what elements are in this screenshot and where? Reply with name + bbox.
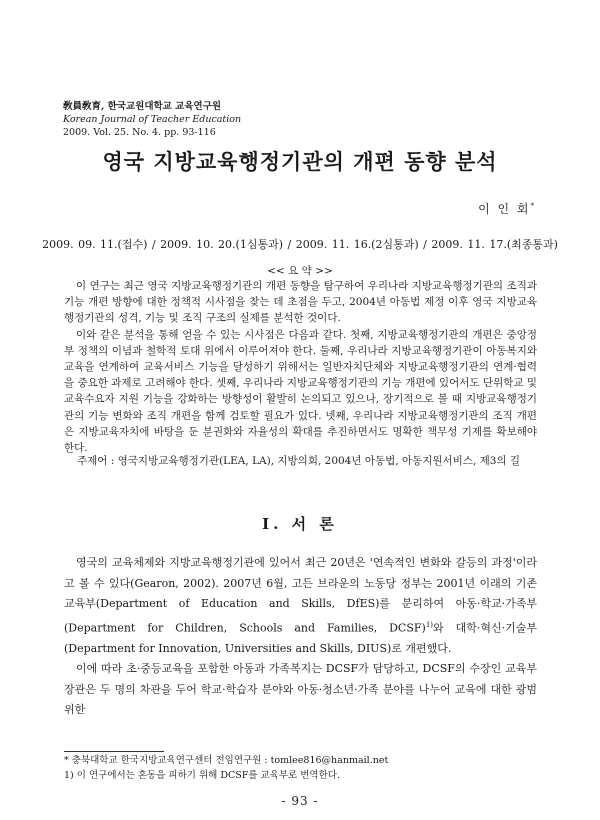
body-text	[64, 553, 537, 721]
footnote-rule	[64, 751, 164, 752]
journal-header	[63, 100, 241, 139]
body-paragraph	[64, 553, 537, 659]
review-dates: 2009. 09. 11.(접수) / 2009. 10. 20.(1심통과) / 2009. 11. 16.(2심통과) / 2009. 11. 17.(최종통과)	[42, 238, 558, 251]
journal-korean-name: 敎員敎育, 한국교원대학교 교육연구원	[63, 101, 222, 112]
page-number: - 93 -	[281, 794, 319, 808]
footnote-1: 1) 이 연구에서는 혼동을 피하기 위해 DCSF를 교육부로 번역한다.	[64, 769, 340, 781]
author-name: 이 인 회	[478, 202, 531, 216]
abstract	[64, 278, 537, 456]
abstract-paragraph: 이 연구는 최근 영국 지방교육행정기관의 개편 동향을 탐구하여 우리나라 지방교육행정기관의 조직과 기능 개편 방향에 대한 정책적 시사점을 찾는 데 초점을 두고, 2004년 아동법 제정 이후 영국 지방교육행정기관의 성격, 기능 및 조직 구조의 실제를 분석한 것이다.	[64, 280, 537, 325]
body-paragraph-1-text-cont: 와 대학·혁신·기술부(Department for Innovation, Universities and Skills, DIUS)로 개편했다.	[64, 621, 537, 655]
journal-citation: 2009. Vol. 25. No. 4. pp. 93-116	[63, 127, 216, 138]
body-paragraph: 이에 따라 초·중등교육을 포함한 아동과 가족복지는 DCSF가 담당하고, DCSF의 수장인 교육부 장관은 두 명의 차관을 두어 학교·학습자 분야와 아동·청소년·가족 분야를 나누어 교육에 대한 광범위한	[64, 662, 537, 717]
author-footnote-mark: *	[530, 202, 534, 210]
footnotes	[64, 754, 537, 783]
keywords: 주제어 : 영국지방교육행정기관(LEA, LA), 지방의회, 2004년 아동법, 아동지원서비스, 제3의 길	[77, 455, 521, 467]
body-paragraph-1-text: 영국의 교육체제와 지방교육행정기관에 있어서 최근 20년은 '연속적인 변화와 갈등의 과정'이라고 볼 수 있다(Gearon, 2002). 2007년 6월, 고든 브라운의 노동당 정부는 2001년 이래의 기존 교육부(Department of Education and Skills, DfES)를 분리하여 아동·학교·가족부(Department for Children, Schools and Families, DCSF)	[64, 556, 537, 635]
journal-english-name: Korean Journal of Teacher Education	[63, 114, 242, 125]
section-heading: Ⅰ. 서 론	[262, 515, 338, 533]
abstract-paragraph: 이와 같은 분석을 통해 얻을 수 있는 시사점은 다음과 같다. 첫째, 지방교육행정기관의 개편은 중앙정부 정책의 이념과 철학적 토대 위에서 이루어져야 한다. 둘째, 우리나라 지방교육행정기관이 아동복지와 교육을 연계하여 교육서비스 기능을 달성하기 위해서는 일반자치단체와 지방교육행정기관의 연계·협력을 중요한 과제로 고려해야 한다. 셋째, 우리나라 지방교육행정기관의 기능 개편에 있어서도 단위학교 및 교육수요자 지원 기능을 강화하는 방향성이 활발히 논의되고 있으나, 장기적으로 볼 때 지방교육행정기관의 기능 변화와 조직 개편을 함께 검토할 필요가 있다. 넷째, 우리나라 지방교육행정기관의 조직 개편은 지방교육자치에 바탕을 둔 분권화와 자율성의 확대를 추진하면서도 명확한 책무성 기제를 확보해야 한다.	[64, 328, 537, 455]
footnote-author: * 충북대학교 한국지방교육연구센터 전임연구원 : tomlee816@hanmail.net	[64, 755, 389, 766]
author	[478, 200, 534, 217]
footnote-reference: 1)	[425, 620, 433, 629]
paper-title: 영국 지방교육행정기관의 개편 동향 분석	[102, 149, 498, 174]
abstract-heading: << 요 약 >>	[267, 265, 333, 277]
